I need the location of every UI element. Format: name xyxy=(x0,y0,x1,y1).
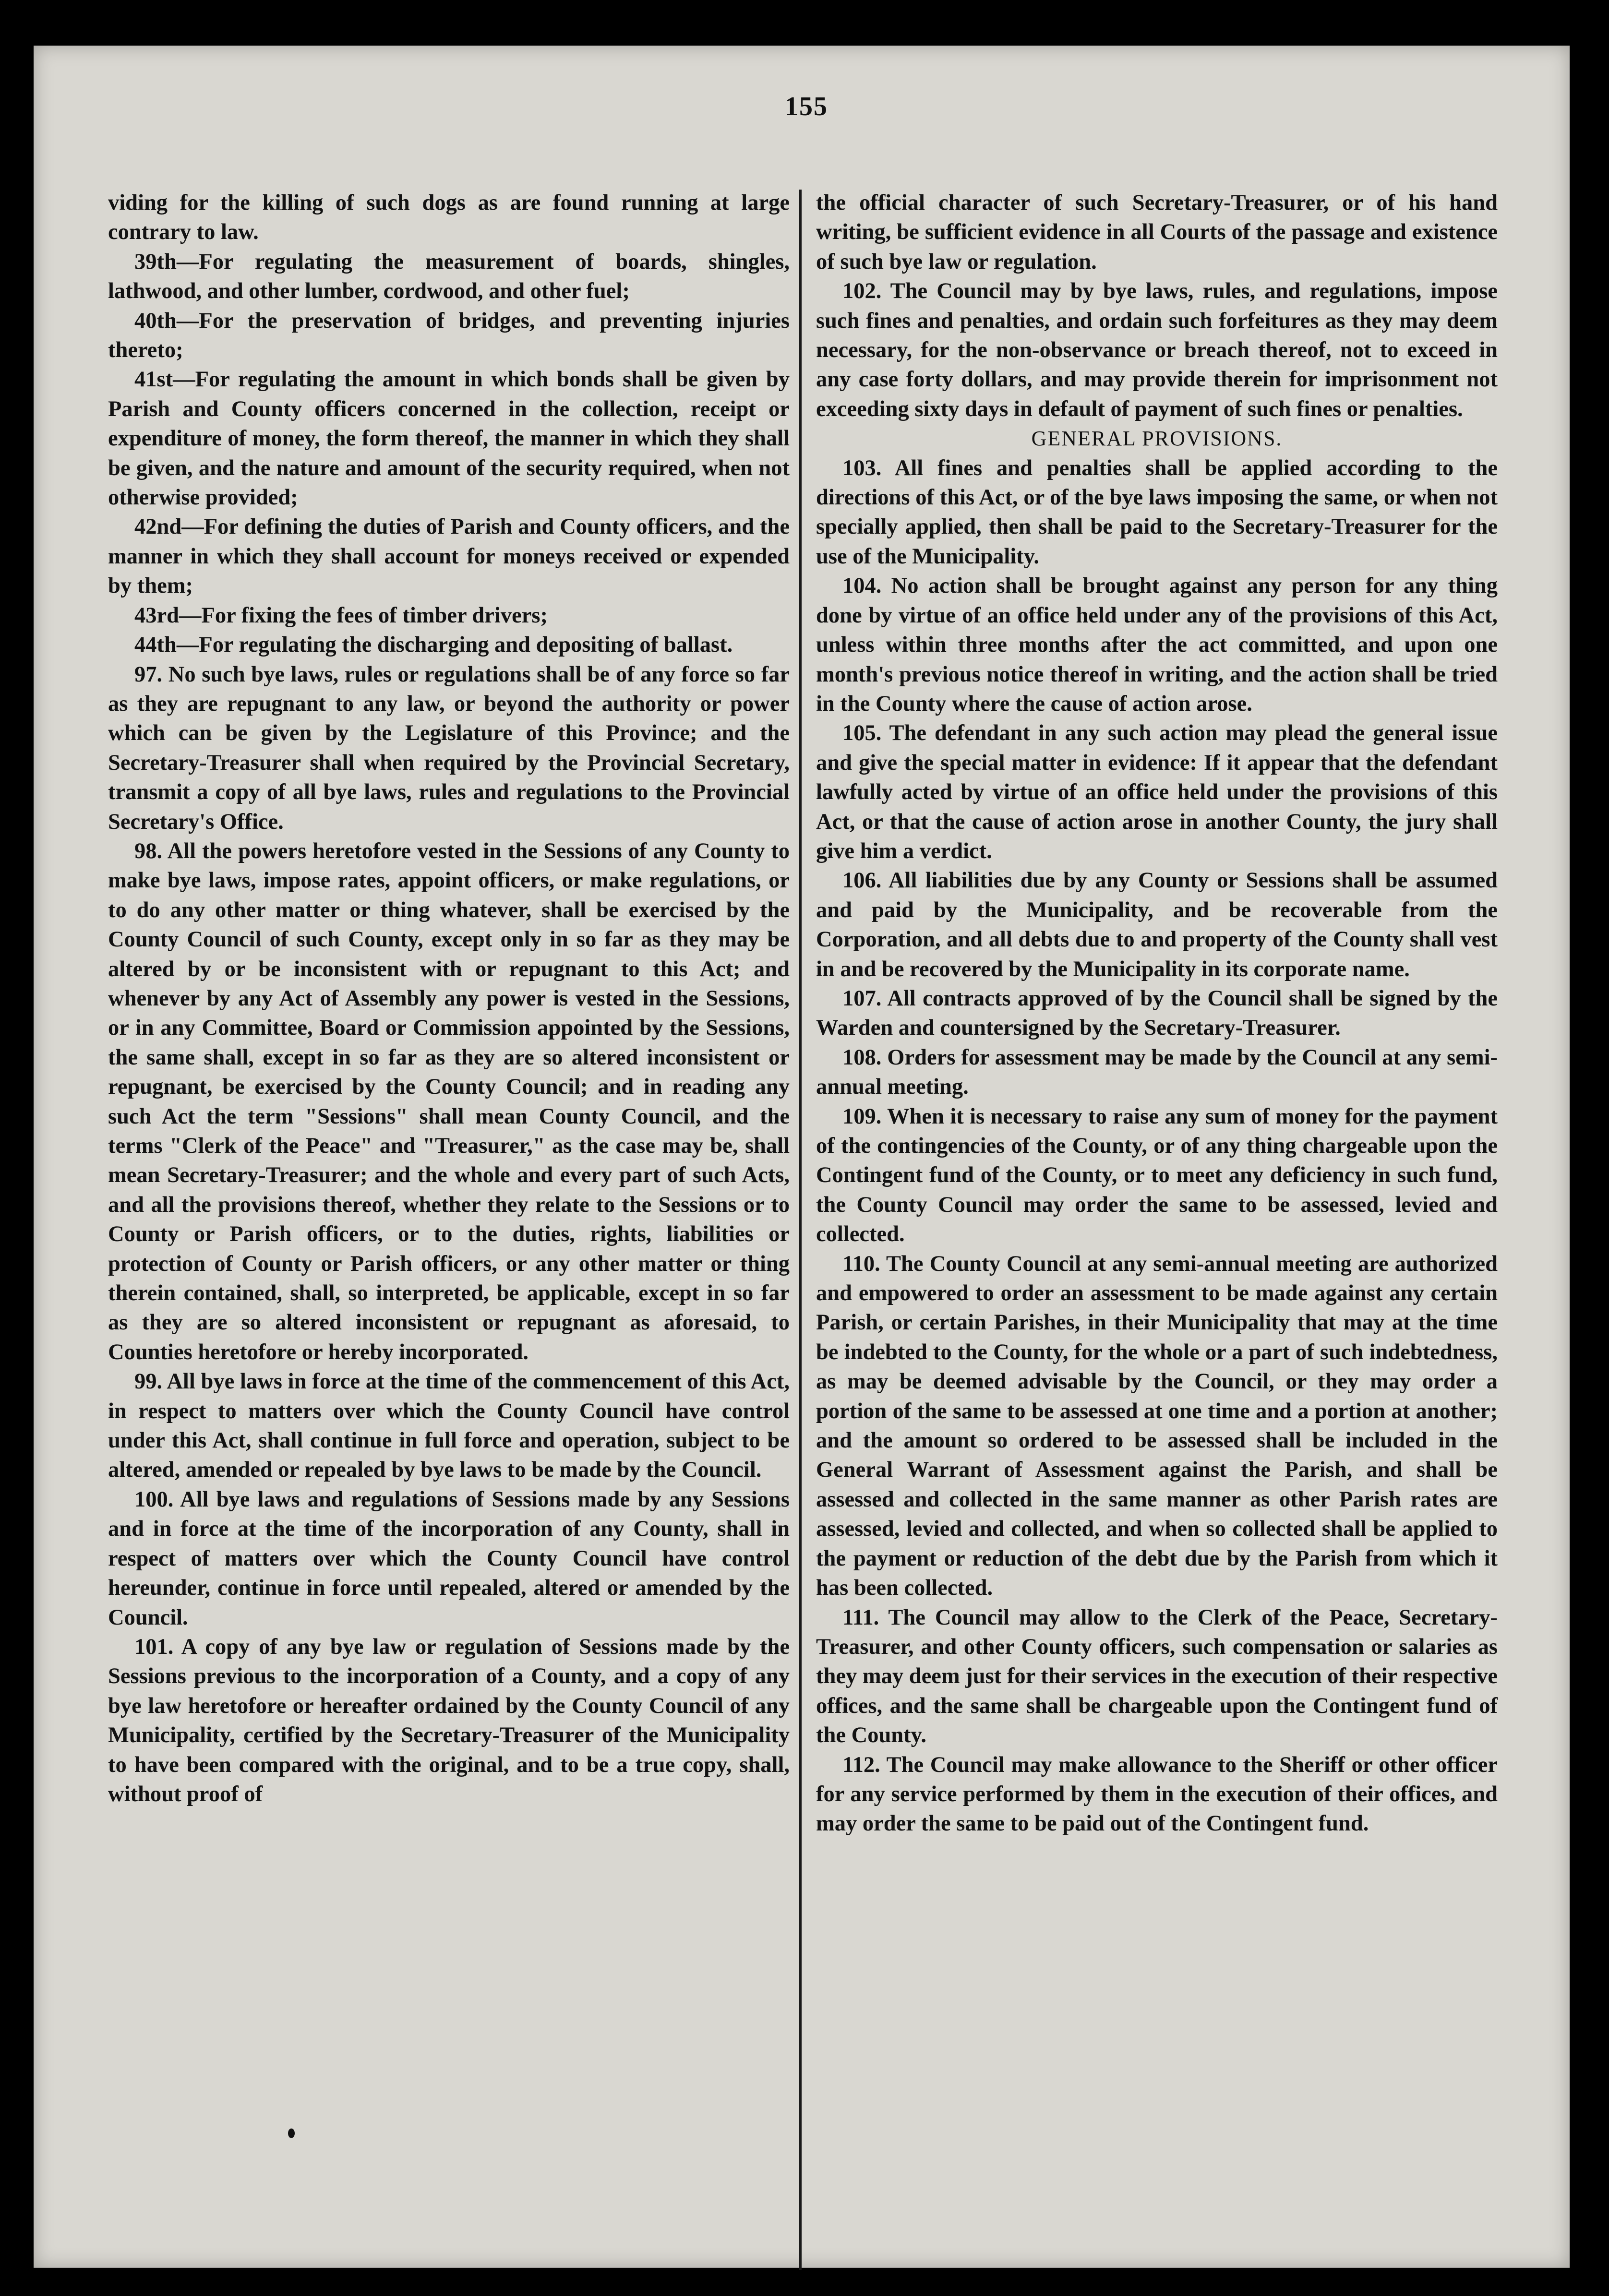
paragraph: 43rd—For fixing the fees of timber drivers; xyxy=(134,603,548,628)
paragraph: 104. No action shall be brought against any person for any thing done by virtue of an office held under any of the provisions of this Act, unless within three months after the act committed, and upon one month's previous notice thereof in writing, and the action shall be tried in the County where the cause of action arose. xyxy=(816,574,1498,716)
column-divider xyxy=(799,190,802,2270)
paragraph: 102. The Council may by bye laws, rules, and regulations, impose such fines and penalties, and ordain such forfeitures as they may deem necessary, for the non-observance or breach thereof, not to exceed in any case forty dollars, and may provide therein for imprisonment not exceeding sixty days in default of payment of such fines or penalties. xyxy=(816,279,1498,421)
paragraph: 103. All fines and penalties shall be applied according to the directions of this Act, or of the bye laws imposing the same, or when not specially applied, then shall be paid to the Secretary-Treasurer for the use of the Municipality. xyxy=(816,455,1498,569)
paragraph: 109. When it is necessary to raise any sum of money for the payment of the contingencies of the County, or of any thing chargeable upon the Contingent fund of the County, or to meet any deficiency in such fund, the County Council may order the same to be assessed, levied and collected. xyxy=(816,1104,1498,1247)
paragraph: 97. No such bye laws, rules or regulations shall be of any force so far as they are repugnant to any law, or beyond the authority or power which can be given by the Legislature of this Province; and the Secretary-Treasurer shall when required by the Provincial Secretary, transmit a copy of all bye laws, rules and regulations to the Provincial Secretary's Office. xyxy=(108,662,790,834)
paragraph: 108. Orders for assessment may be made by the Council at any semi-annual meeting. xyxy=(816,1045,1498,1100)
paragraph: 107. All contracts approved of by the Council shall be signed by the Warden and countersigned by the Secretary-Treasurer. xyxy=(816,986,1498,1040)
paragraph: 110. The County Council at any semi-annual meeting are authorized and empowered to order an assessment to be made against any certain Parish, or certain Parishes, in their Municipality that may at the time be indebted to the County, for the whole or a part of such indebtedness, as may be deemed advisable by the Council, or they may order a portion of the same to be assessed at one time and a portion at another; and the amount so ordered to be assessed shall be included in the General Warrant of Assessment against the Parish, and shall be assessed and collected in the same manner as other Parish rates are assessed, levied and collected, and when so collected shall be applied to the payment or reduction of the debt due by the Parish from which it has been collected. xyxy=(816,1251,1498,1601)
paragraph: the official character of such Secretary-Treasurer, or of his hand writing, be sufficient evidence in all Courts of the passage and existence of such bye law or regulation. xyxy=(816,191,1498,274)
section-heading: GENERAL PROVISIONS. xyxy=(1031,427,1283,451)
paragraph: 112. The Council may make allowance to the Sheriff or other officer for any service performed by them in the execution of their offices, and may order the same to be paid out of the Contingent fund. xyxy=(816,1752,1498,1836)
paragraph: viding for the killing of such dogs as are found running at large contrary to law. xyxy=(108,191,790,245)
paragraph: 99. All bye laws in force at the time of the commencement of this Act, in respect to matters over which the County Council have control under this Act, shall continue in full force and operation, subject to be altered, amended or repealed by bye laws to be made by the Council. xyxy=(108,1369,790,1483)
paragraph: 101. A copy of any bye law or regulation of Sessions made by the Sessions previous to the incorporation of a County, and a copy of any bye law heretofore or hereafter ordained by the County Council of any Municipality, certified by the Secretary-Treasurer of the Municipality to have been compared with the original, and to be a true copy, shall, without proof of xyxy=(108,1634,790,1806)
right-text-column xyxy=(816,188,1498,1839)
paragraph: 100. All bye laws and regulations of Sessions made by any Sessions and in force at the time of the incorporation of any County, shall in respect of matters over which the County Council have control hereunder, continue in force until repealed, altered or amended by the Council. xyxy=(108,1487,790,1630)
paragraph: 106. All liabilities due by any County or Sessions shall be assumed and paid by the Municipality, and be recoverable from the Corporation, and all debts due to and property of the County shall vest in and be recovered by the Municipality in its corporate name. xyxy=(816,868,1498,981)
paragraph: 41st—For regulating the amount in which bonds shall be given by Parish and County officers concerned in the collection, receipt or expenditure of money, the form thereof, the manner in which they shall be given, and the nature and amount of the security required, when not otherwise provided; xyxy=(108,367,790,510)
paragraph: 98. All the powers heretofore vested in the Sessions of any County to make bye laws, impose rates, appoint officers, or make regulations, or to do any other matter or thing whatever, shall be exercised by the County Council of such County, except only in so far as they may be altered by or be inconsistent with or repugnant to this Act; and whenever by any Act of Assembly any power is vested in the Sessions, or in any Committee, Board or Commission appointed by the Sessions, the same shall, except in so far as they are so altered inconsistent or repugnant, be exercised by the County Council; and in reading any such Act the term "Sessions" shall mean County Council, and the terms "Clerk of the Peace" and "Treasurer," as the case may be, shall mean Secretary-Treasurer; and the whole and every part of such Acts, and all the provisions thereof, whether they relate to the Sessions or to County or Parish officers, or to the duties, rights, liabilities or protection of County or Parish officers, or any other matter or thing therein contained, shall, so interpreted, be applicable, except in so far as they are so altered inconsistent or repugnant as aforesaid, to Counties heretofore or hereby incorporated. xyxy=(108,838,790,1364)
ink-speck xyxy=(288,2129,295,2138)
paragraph: 44th—For regulating the discharging and depositing of ballast. xyxy=(134,633,733,658)
paragraph: 40th—For the preservation of bridges, and preventing injuries thereto; xyxy=(108,308,790,363)
paragraph: 39th—For regulating the measurement of boards, shingles, lathwood, and other lumber, cordwood, and other fuel; xyxy=(108,249,790,304)
paragraph: 111. The Council may allow to the Clerk of the Peace, Secretary-Treasurer, and other County officers, such compensation or salaries as they may deem just for their services in the execution of their respective offices, and the same shall be chargeable upon the Contingent fund of the County. xyxy=(816,1605,1498,1748)
left-text-column xyxy=(108,188,790,1809)
page-number: 155 xyxy=(785,92,828,121)
paragraph: 42nd—For defining the duties of Parish and County officers, and the manner in which they shall account for moneys received or expended by them; xyxy=(108,514,790,598)
paragraph: 105. The defendant in any such action may plead the general issue and give the special matter in evidence: If it appear that the defendant lawfully acted by virtue of an office held under the provisions of this Act, or that the cause of action arose in another County, the jury shall give him a verdict. xyxy=(816,721,1498,863)
